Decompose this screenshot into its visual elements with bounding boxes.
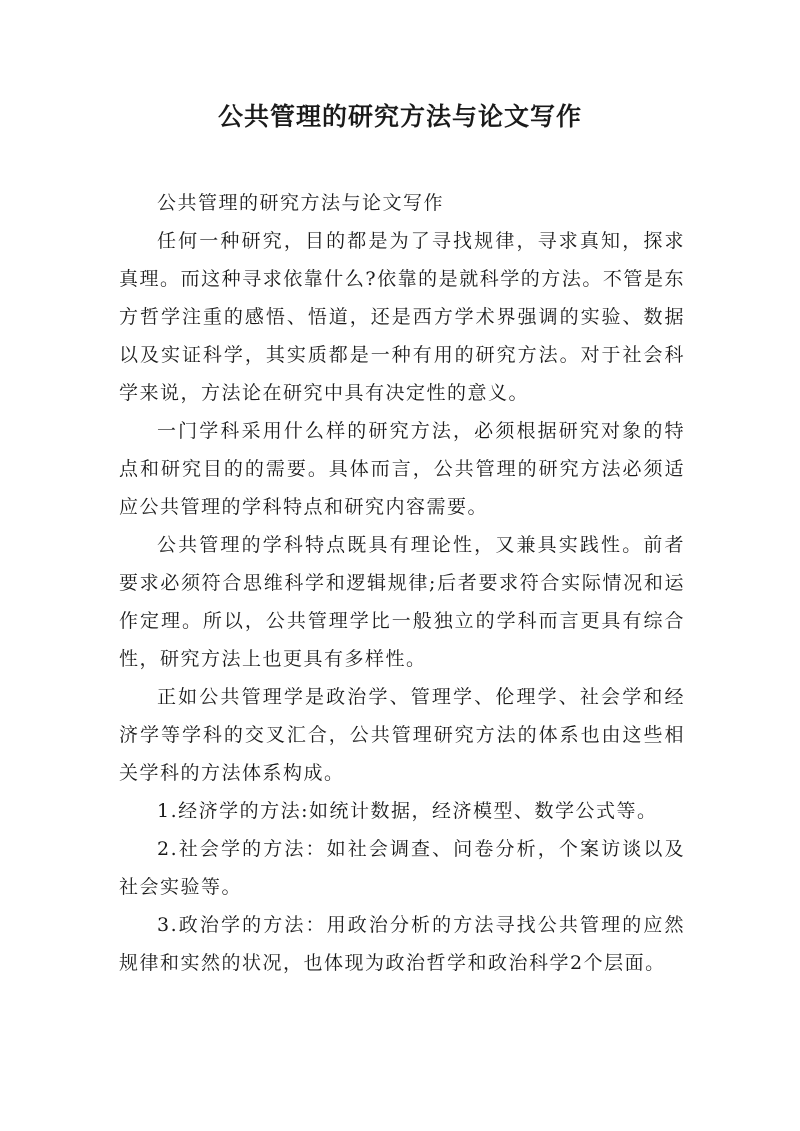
body-paragraph-subtitle: 公共管理的研究方法与论文写作 — [157, 192, 445, 214]
body-paragraph: 任何一种研究，目的都是为了寻找规律，寻求真知，探求真理。而这种寻求依靠什么?依靠的是就科学的方法。不管是东方哲学注重的感悟、悟道，还是西方学术界强调的实验、数据以及实证科学，其实质都是一种有用的研究方法。对于社会科学来说，方法论在研究中具有决定性的意义。 — [119, 230, 685, 404]
list-item-sociology-method: 2.社会学的方法：如社会调查、问卷分析，个案访谈以及社会实验等。 — [119, 838, 685, 898]
document-body — [119, 184, 685, 982]
list-item-economics-method: 1.经济学的方法:如统计数据，经济模型、数学公式等。 — [157, 800, 658, 822]
list-item-political-science-method: 3.政治学的方法：用政治分析的方法寻找公共管理的应然规律和实然的状况，也体现为政治哲学和政治科学2个层面。 — [119, 914, 685, 974]
document-title: 公共管理的研究方法与论文写作 — [217, 102, 582, 131]
body-paragraph: 公共管理的学科特点既具有理论性，又兼具实践性。前者要求必须符合思维科学和逻辑规律;后者要求符合实际情况和运作定理。所以，公共管理学比一般独立的学科而言更具有综合性，研究方法上也更具有多样性。 — [119, 534, 685, 670]
body-paragraph: 正如公共管理学是政治学、管理学、伦理学、社会学和经济学等学科的交叉汇合，公共管理研究方法的体系也由这些相关学科的方法体系构成。 — [119, 686, 685, 784]
body-paragraph: 一门学科采用什么样的研究方法，必须根据研究对象的特点和研究目的的需要。具体而言，公共管理的研究方法必须适应公共管理的学科特点和研究内容需要。 — [119, 420, 685, 518]
